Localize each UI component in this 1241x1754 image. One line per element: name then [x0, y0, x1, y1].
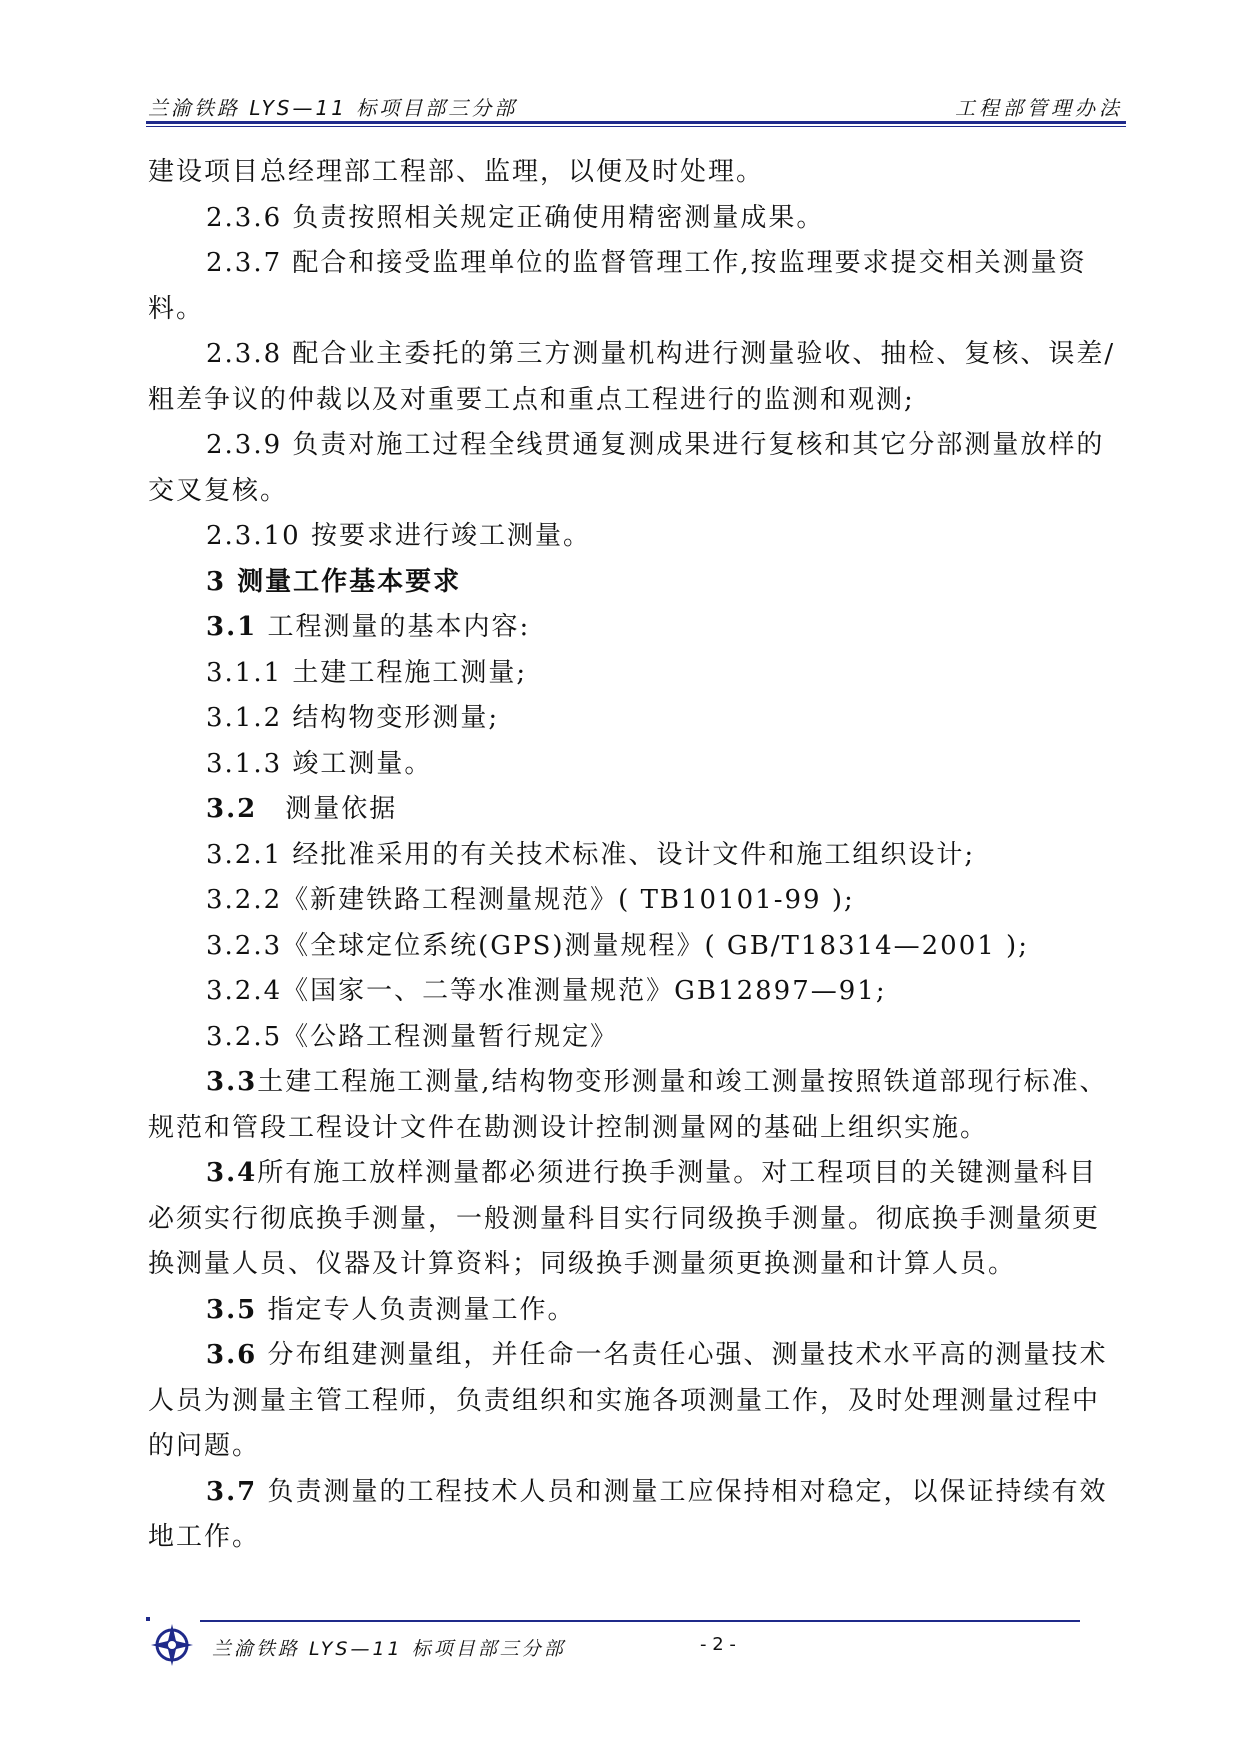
header-rule-thick: [146, 121, 1126, 124]
clause-text: 测量依据: [257, 794, 398, 824]
paragraph: [148, 1288, 1123, 1334]
footer-dot: [146, 1617, 150, 1621]
document-body: [148, 150, 1123, 1561]
clause-number: 3.3: [206, 1067, 258, 1097]
paragraph: [148, 1151, 1123, 1288]
paragraph: [148, 605, 1123, 651]
paragraph: 3.1.2 结构物变形测量;: [206, 703, 500, 733]
clause-text: 工程测量的基本内容:: [257, 612, 531, 642]
header-right-title: 工程部管理办法: [955, 96, 1123, 120]
clause-text: 分布组建测量组，并任命一名责任心强、测量技术水平高的测量技术人员为测量主管工程师，负责组织和实施各项测量工作，及时处理测量过程中的问题。: [148, 1340, 1108, 1461]
paragraph: 3.2.5《公路工程测量暂行规定》: [206, 1021, 619, 1052]
clause-number: 3.1: [206, 612, 258, 642]
paragraph: 2.3.10 按要求进行竣工测量。: [206, 521, 591, 551]
paragraph: [148, 1060, 1123, 1151]
clause-text: 土建工程施工测量,结构物变形测量和竣工测量按照铁道部现行标准、规范和管段工程设计文件在勘测设计控制测量网的基础上组织实施。: [148, 1067, 1108, 1143]
header-left-title: 兰渝铁路 LYS—11 标项目部三分部: [148, 96, 518, 120]
paragraph: [148, 1470, 1123, 1561]
paragraph: 3.2.4《国家一、二等水准测量规范》GB12897—91;: [206, 976, 887, 1006]
clause-text: 所有施工放样测量都必须进行换手测量。对工程项目的关键测量科目必须实行彻底换手测量，一般测量科目实行同级换手测量。彻底换手测量须更换测量人员、仪器及计算资料；同级换手测量须更换测量和计算人员。: [148, 1158, 1101, 1279]
paragraph: 2.3.9 负责对施工过程全线贯通复测成果进行复核和其它分部测量放样的交叉复核。: [148, 430, 1105, 506]
paragraph: 3.1.1 土建工程施工测量;: [206, 657, 528, 688]
paragraph: 3.2.1 经批准采用的有关技术标准、设计文件和施工组织设计;: [206, 839, 976, 870]
paragraph: [148, 787, 1123, 833]
paragraph: 2.3.6 负责按照相关规定正确使用精密测量成果。: [206, 202, 825, 233]
paragraph: 3.2.3《全球定位系统(GPS)测量规程》( GB/T18314—2001 );: [206, 930, 1029, 961]
clause-text: 指定专人负责测量工作。: [257, 1294, 576, 1325]
footer-rule: [200, 1620, 1080, 1622]
paragraph: 2.3.7 配合和接受监理单位的监督管理工作,按监理要求提交相关测量资料。: [148, 248, 1087, 324]
railway-emblem-icon: [150, 1623, 194, 1667]
paragraph: 3.1.3 竣工测量。: [206, 748, 433, 779]
page-number: - 2 -: [700, 1634, 736, 1655]
footer-title: 兰渝铁路 LYS—11 标项目部三分部: [212, 1638, 566, 1660]
paragraph: 建设项目总经理部工程部、监理，以便及时处理。: [148, 157, 765, 187]
paragraph: 2.3.8 配合业主委托的第三方测量机构进行测量验收、抽检、复核、误差/粗差争议的仲裁以及对重要工点和重点工程进行的监测和观测;: [148, 339, 1116, 415]
header-rule-thin: [146, 126, 1126, 127]
clause-number: 3.7: [206, 1476, 258, 1507]
clause-text: 负责测量的工程技术人员和测量工应保持相对稳定，以保证持续有效地工作。: [148, 1476, 1108, 1552]
clause-number: 3.4: [206, 1158, 258, 1188]
section-heading: 3 测量工作基本要求: [206, 566, 462, 597]
paragraph: 3.2.2《新建铁路工程测量规范》( TB10101-99 );: [206, 885, 855, 915]
clause-number: 3.6: [206, 1340, 258, 1370]
clause-number: 3.5: [206, 1294, 258, 1325]
clause-number: 3.2: [206, 794, 258, 824]
paragraph: [148, 1333, 1123, 1470]
